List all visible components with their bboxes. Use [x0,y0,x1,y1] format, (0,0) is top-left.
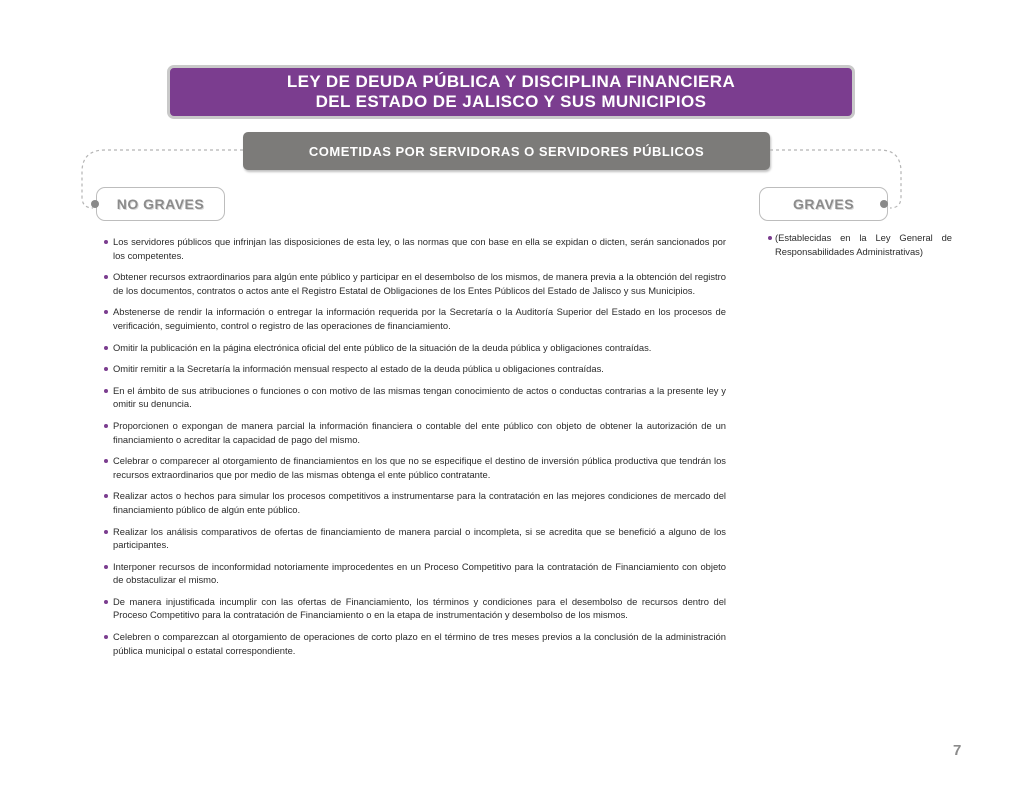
graves-label [759,187,888,221]
bullet-icon [104,600,108,604]
list-item: En el ámbito de sus atribuciones o funciones o con motivo de las mismas tengan conocimiento de actos o conductas contrarias a la presente ley y omitir su denuncia. [104,384,726,411]
list-item: Omitir remitir a la Secretaría la información mensual respecto al estado de la deuda pública u obligaciones contraídas. [104,362,726,376]
list-item: Los servidores públicos que infrinjan las disposiciones de esta ley, o las normas que con base en ella se expidan o dicten, serán sancionados por los competentes. [104,235,726,262]
connector-dot-left [91,200,99,208]
list-item: Realizar los análisis comparativos de ofertas de financiamiento de manera parcial o incompleta, si se acredita que se benefició a alguno de los participantes. [104,525,726,552]
bullet-icon [104,275,108,279]
bullet-icon [104,565,108,569]
bullet-icon [104,367,108,371]
page-number: 7 [953,742,962,759]
no-graves-list [104,235,726,665]
list-item: Omitir la publicación en la página electrónica oficial del ente público de la situación de la deuda pública y obligaciones contraídas. [104,341,726,355]
list-item: Proporcionen o expongan de manera parcial la información financiera o contable del ente público con objeto de obtener la autorización de un financiamiento o acreditar la capacidad de pago del mismo. [104,419,726,446]
bullet-icon [768,236,772,240]
bullet-icon [104,240,108,244]
graves-text: GRAVES [792,196,855,212]
graves-note [768,231,952,258]
section-subtitle: COMETIDAS POR SERVIDORAS O SERVIDORES PÚBLICOS [308,143,705,159]
title-line-1: LEY DE DEUDA PÚBLICA Y DISCIPLINA FINANCIERA [286,72,736,91]
bullet-icon [104,424,108,428]
list-item: Obtener recursos extraordinarios para algún ente público y participar en el desembolso de los mismos, de manera previa a la obtención del registro de los documentos, contratos o actos ante el Registro Estatal de Obligaciones de los Entes Públicos del Estado de Jalisco y sus Municipios. [104,270,726,297]
list-item: Celebren o comparezcan al otorgamiento de operaciones de corto plazo en el término de tres meses previos a la conclusión de la administración pública municipal o estatal correspondiente. [104,630,726,657]
list-item: Abstenerse de rendir la información o entregar la información requerida por la Secretaría o la Auditoría Superior del Estado en los procesos de verificación, seguimiento, control o registro de las operaciones de financiamiento. [104,305,726,332]
bullet-icon [104,310,108,314]
no-graves-label [96,187,225,221]
title-line-2: DEL ESTADO DE JALISCO Y SUS MUNICIPIOS [315,92,707,111]
graves-note-text: (Establecidas en la Ley General de Responsabilidades Administrativas) [775,232,952,257]
list-item: Interponer recursos de inconformidad notoriamente improcedentes en un Proceso Competitivo para la contratación de Financiamiento con objeto de obstaculizar el mismo. [104,560,726,587]
list-item: Realizar actos o hechos para simular los procesos competitivos a instrumentarse para la contratación en las mejores condiciones de mercado del financiamiento público de algún ente público. [104,489,726,516]
bullet-icon [104,635,108,639]
bullet-icon [104,494,108,498]
bullet-icon [104,530,108,534]
list-item: De manera injustificada incumplir con las ofertas de Financiamiento, los términos y condiciones para el desembolso de recursos dentro del Proceso Competitivo para la contratación de Financiamiento o en la etapa de instrumentación y desembolso de los mismos. [104,595,726,622]
no-graves-text: NO GRAVES [116,196,205,212]
bullet-icon [104,346,108,350]
bullet-icon [104,389,108,393]
bullet-icon [104,459,108,463]
page-title-banner [167,65,855,119]
section-subtitle-banner [243,132,770,170]
connector-dot-right [880,200,888,208]
list-item: Celebrar o comparecer al otorgamiento de financiamientos en los que no se especifique el destino de inversión pública productiva que tendrán los recursos extraordinarios que por medio de las mismas obtenga el ente público contratante. [104,454,726,481]
